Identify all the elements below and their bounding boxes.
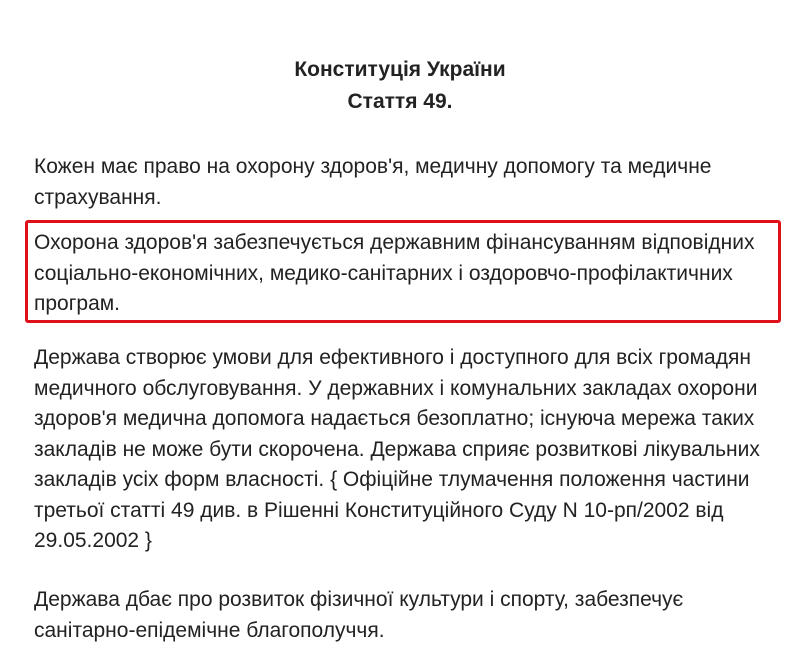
- article-number: Стаття 49.: [347, 90, 453, 113]
- paragraph-1: Кожен має право на охорону здоров'я, медичну допомогу та медичне страхування.: [34, 155, 712, 209]
- paragraph-3: Держава створює умови для ефективного і доступного для всіх громадян медичного обслуговування. У державних і комунальних закладах охорони здоров'я медична допомога надається безоплатно; існуюча мережа таких закладів не може бути скорочена. Держава сприяє розвиткові лікувальних закладів усіх форм власності. { Офіційне тлумачення положення частини третьої статті 49 див. в Рішенні Конституційного Суду N 10-рп/2002 від 29.05.2002 }: [34, 346, 760, 552]
- paragraph-2-highlighted: Охорона здоров'я забезпечується державним фінансуванням відповідних соціально-економічних, медико-санітарних і оздоровчо-профілактичних програм.: [34, 231, 755, 315]
- paragraph-4: Держава дбає про розвиток фізичної культури і спорту, забезпечує санітарно-епідемічне благополуччя.: [34, 588, 684, 642]
- document-title: Конституція України: [294, 58, 506, 81]
- document-heading: [0, 54, 800, 118]
